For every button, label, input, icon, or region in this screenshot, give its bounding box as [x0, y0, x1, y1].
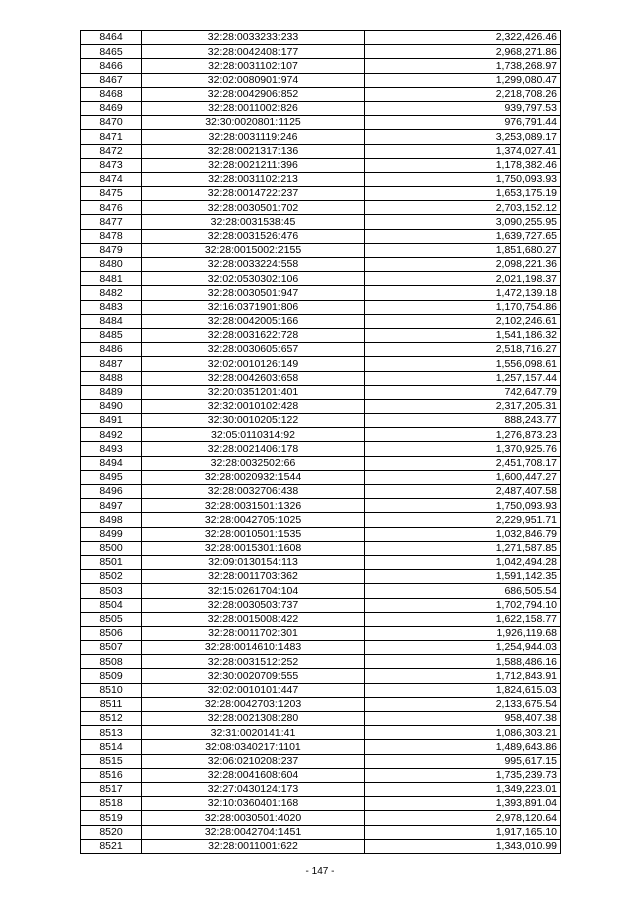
table-row	[81, 286, 561, 300]
table-row	[81, 172, 561, 186]
row-number-cell: 8465	[81, 45, 142, 59]
cadastral-number-cell: 32:28:0031501:1326	[142, 499, 365, 513]
row-number-cell: 8464	[81, 31, 142, 45]
row-number-cell: 8512	[81, 712, 142, 726]
row-number-cell: 8494	[81, 456, 142, 470]
table-row	[81, 201, 561, 215]
row-number-cell: 8476	[81, 201, 142, 215]
cadastral-number-cell: 32:28:0021211:396	[142, 158, 365, 172]
value-cell: 1,541,186.32	[365, 328, 561, 342]
table-row	[81, 782, 561, 796]
cadastral-number-cell: 32:27:0430124:173	[142, 782, 365, 796]
row-number-cell: 8470	[81, 116, 142, 130]
row-number-cell: 8497	[81, 499, 142, 513]
value-cell: 2,098,221.36	[365, 258, 561, 272]
table-row	[81, 697, 561, 711]
cadastral-number-cell: 32:28:0011002:826	[142, 101, 365, 115]
cadastral-number-cell: 32:28:0015008:422	[142, 612, 365, 626]
cadastral-number-cell: 32:28:0031102:107	[142, 59, 365, 73]
row-number-cell: 8488	[81, 371, 142, 385]
cadastral-number-cell: 32:02:0080901:974	[142, 73, 365, 87]
row-number-cell: 8472	[81, 144, 142, 158]
value-cell: 742,647.79	[365, 385, 561, 399]
row-number-cell: 8516	[81, 768, 142, 782]
table-row	[81, 839, 561, 853]
cadastral-number-cell: 32:28:0020932:1544	[142, 470, 365, 484]
row-number-cell: 8496	[81, 485, 142, 499]
cadastral-number-cell: 32:28:0032706:438	[142, 485, 365, 499]
value-cell: 1,750,093.93	[365, 499, 561, 513]
cadastral-number-cell: 32:20:0351201:401	[142, 385, 365, 399]
cadastral-number-cell: 32:28:0041608:604	[142, 768, 365, 782]
value-cell: 2,229,951.71	[365, 513, 561, 527]
cadastral-number-cell: 32:05:0110314:92	[142, 428, 365, 442]
row-number-cell: 8484	[81, 314, 142, 328]
row-number-cell: 8475	[81, 187, 142, 201]
value-cell: 1,042,494.28	[365, 555, 561, 569]
table-row	[81, 357, 561, 371]
cadastral-number-cell: 32:28:0014722:237	[142, 187, 365, 201]
table-row	[81, 683, 561, 697]
table-row	[81, 754, 561, 768]
table-row	[81, 825, 561, 839]
row-number-cell: 8519	[81, 811, 142, 825]
value-cell: 2,451,708.17	[365, 456, 561, 470]
cadastral-number-cell: 32:28:0031119:246	[142, 130, 365, 144]
row-number-cell: 8477	[81, 215, 142, 229]
table-row	[81, 726, 561, 740]
cadastral-number-cell: 32:28:0014610:1483	[142, 641, 365, 655]
row-number-cell: 8518	[81, 797, 142, 811]
row-number-cell: 8489	[81, 385, 142, 399]
value-cell: 1,600,447.27	[365, 470, 561, 484]
table-row	[81, 669, 561, 683]
table-row	[81, 258, 561, 272]
cadastral-number-cell: 32:28:0042408:177	[142, 45, 365, 59]
table-row	[81, 541, 561, 555]
value-cell: 2,218,708.26	[365, 87, 561, 101]
cadastral-number-cell: 32:28:0042005:166	[142, 314, 365, 328]
cadastral-number-cell: 32:02:0530302:106	[142, 272, 365, 286]
value-cell: 1,257,157.44	[365, 371, 561, 385]
cadastral-number-cell: 32:28:0030501:947	[142, 286, 365, 300]
table-row	[81, 513, 561, 527]
table-row	[81, 740, 561, 754]
table-row	[81, 300, 561, 314]
table-row	[81, 555, 561, 569]
value-cell: 3,090,255.95	[365, 215, 561, 229]
table-row	[81, 243, 561, 257]
table-row	[81, 59, 561, 73]
row-number-cell: 8507	[81, 641, 142, 655]
table-row	[81, 641, 561, 655]
value-cell: 1,170,754.86	[365, 300, 561, 314]
row-number-cell: 8500	[81, 541, 142, 555]
cadastral-number-cell: 32:28:0015002:2155	[142, 243, 365, 257]
row-number-cell: 8501	[81, 555, 142, 569]
table-row	[81, 485, 561, 499]
table-row	[81, 470, 561, 484]
table-row	[81, 612, 561, 626]
cadastral-number-cell: 32:28:0032502:66	[142, 456, 365, 470]
row-number-cell: 8481	[81, 272, 142, 286]
row-number-cell: 8504	[81, 598, 142, 612]
value-cell: 3,253,089.17	[365, 130, 561, 144]
table-row	[81, 229, 561, 243]
cadastral-number-cell: 32:28:0011703:362	[142, 570, 365, 584]
row-number-cell: 8471	[81, 130, 142, 144]
cadastral-number-cell: 32:28:0031102:213	[142, 172, 365, 186]
value-cell: 1,917,165.10	[365, 825, 561, 839]
table-row	[81, 87, 561, 101]
table-row	[81, 215, 561, 229]
cadastral-number-cell: 32:28:0011001:622	[142, 839, 365, 853]
cadastral-number-cell: 32:28:0011702:301	[142, 626, 365, 640]
row-number-cell: 8487	[81, 357, 142, 371]
table-row	[81, 527, 561, 541]
table-row	[81, 399, 561, 413]
table-row	[81, 187, 561, 201]
value-cell: 1,086,303.21	[365, 726, 561, 740]
cadastral-number-cell: 32:30:0020709:555	[142, 669, 365, 683]
row-number-cell: 8485	[81, 328, 142, 342]
table-row	[81, 712, 561, 726]
table-row	[81, 144, 561, 158]
row-number-cell: 8482	[81, 286, 142, 300]
table-row	[81, 343, 561, 357]
value-cell: 1,393,891.04	[365, 797, 561, 811]
table-row	[81, 626, 561, 640]
table-row	[81, 414, 561, 428]
page-number: - 147 -	[305, 866, 335, 877]
table-row	[81, 797, 561, 811]
cadastral-number-cell: 32:28:0031512:252	[142, 655, 365, 669]
value-cell: 1,851,680.27	[365, 243, 561, 257]
cadastral-number-cell: 32:32:0010102:428	[142, 399, 365, 413]
row-number-cell: 8505	[81, 612, 142, 626]
value-cell: 939,797.53	[365, 101, 561, 115]
cadastral-number-cell: 32:28:0033224:558	[142, 258, 365, 272]
row-number-cell: 8498	[81, 513, 142, 527]
value-cell: 1,254,944.03	[365, 641, 561, 655]
cadastral-number-cell: 32:15:0261704:104	[142, 584, 365, 598]
row-number-cell: 8508	[81, 655, 142, 669]
row-number-cell: 8466	[81, 59, 142, 73]
row-number-cell: 8478	[81, 229, 142, 243]
row-number-cell: 8495	[81, 470, 142, 484]
value-cell: 2,021,198.37	[365, 272, 561, 286]
cadastral-number-cell: 32:28:0031526:476	[142, 229, 365, 243]
row-number-cell: 8490	[81, 399, 142, 413]
cadastral-number-cell: 32:09:0130154:113	[142, 555, 365, 569]
value-cell: 1,653,175.19	[365, 187, 561, 201]
table-row	[81, 456, 561, 470]
row-number-cell: 8467	[81, 73, 142, 87]
value-cell: 2,968,271.86	[365, 45, 561, 59]
row-number-cell: 8511	[81, 697, 142, 711]
value-cell: 1,032,846.79	[365, 527, 561, 541]
cadastral-number-cell: 32:28:0033233:233	[142, 31, 365, 45]
row-number-cell: 8515	[81, 754, 142, 768]
value-cell: 1,824,615.03	[365, 683, 561, 697]
table-row	[81, 73, 561, 87]
value-cell: 1,735,239.73	[365, 768, 561, 782]
cadastral-number-cell: 32:30:0010205:122	[142, 414, 365, 428]
cadastral-number-cell: 32:02:0010101:447	[142, 683, 365, 697]
value-cell: 2,487,407.58	[365, 485, 561, 499]
value-cell: 1,738,268.97	[365, 59, 561, 73]
cadastral-number-cell: 32:28:0021308:280	[142, 712, 365, 726]
value-cell: 1,178,382.46	[365, 158, 561, 172]
value-cell: 995,617.15	[365, 754, 561, 768]
cadastral-number-cell: 32:28:0021317:136	[142, 144, 365, 158]
table-row	[81, 328, 561, 342]
table-row	[81, 584, 561, 598]
value-cell: 2,133,675.54	[365, 697, 561, 711]
value-cell: 1,276,873.23	[365, 428, 561, 442]
value-cell: 1,472,139.18	[365, 286, 561, 300]
value-cell: 1,588,486.16	[365, 655, 561, 669]
value-cell: 1,926,119.68	[365, 626, 561, 640]
table-row	[81, 272, 561, 286]
table-row	[81, 428, 561, 442]
table-row	[81, 158, 561, 172]
row-number-cell: 8480	[81, 258, 142, 272]
row-number-cell: 8509	[81, 669, 142, 683]
cadastral-number-cell: 32:30:0020801:1125	[142, 116, 365, 130]
table-row	[81, 45, 561, 59]
table-row	[81, 655, 561, 669]
table-row	[81, 811, 561, 825]
cadastral-number-cell: 32:28:0031538:45	[142, 215, 365, 229]
cadastral-number-cell: 32:28:0042603:658	[142, 371, 365, 385]
cadastral-number-cell: 32:16:0371901:806	[142, 300, 365, 314]
row-number-cell: 8513	[81, 726, 142, 740]
row-number-cell: 8506	[81, 626, 142, 640]
value-cell: 2,102,246.61	[365, 314, 561, 328]
value-cell: 2,978,120.64	[365, 811, 561, 825]
value-cell: 1,489,643.86	[365, 740, 561, 754]
table-row	[81, 371, 561, 385]
cadastral-value-table	[80, 30, 561, 854]
value-cell: 888,243.77	[365, 414, 561, 428]
row-number-cell: 8491	[81, 414, 142, 428]
cadastral-number-cell: 32:28:0042703:1203	[142, 697, 365, 711]
cadastral-number-cell: 32:28:0042906:852	[142, 87, 365, 101]
value-cell: 2,518,716.27	[365, 343, 561, 357]
value-cell: 1,712,843.91	[365, 669, 561, 683]
table-row	[81, 101, 561, 115]
cadastral-number-cell: 32:28:0030501:702	[142, 201, 365, 215]
table-row	[81, 598, 561, 612]
row-number-cell: 8483	[81, 300, 142, 314]
cadastral-number-cell: 32:28:0031622:728	[142, 328, 365, 342]
value-cell: 1,349,223.01	[365, 782, 561, 796]
table-row	[81, 314, 561, 328]
table-row	[81, 570, 561, 584]
table-row	[81, 385, 561, 399]
row-number-cell: 8499	[81, 527, 142, 541]
row-number-cell: 8517	[81, 782, 142, 796]
cadastral-number-cell: 32:31:0020141:41	[142, 726, 365, 740]
row-number-cell: 8479	[81, 243, 142, 257]
row-number-cell: 8486	[81, 343, 142, 357]
cadastral-number-cell: 32:28:0042704:1451	[142, 825, 365, 839]
row-number-cell: 8510	[81, 683, 142, 697]
value-cell: 2,317,205.31	[365, 399, 561, 413]
value-cell: 1,591,142.35	[365, 570, 561, 584]
table-row	[81, 768, 561, 782]
value-cell: 1,299,080.47	[365, 73, 561, 87]
row-number-cell: 8493	[81, 442, 142, 456]
row-number-cell: 8520	[81, 825, 142, 839]
row-number-cell: 8503	[81, 584, 142, 598]
value-cell: 686,505.54	[365, 584, 561, 598]
value-cell: 958,407.38	[365, 712, 561, 726]
cadastral-number-cell: 32:10:0360401:168	[142, 797, 365, 811]
table-row	[81, 31, 561, 45]
row-number-cell: 8502	[81, 570, 142, 584]
row-number-cell: 8473	[81, 158, 142, 172]
value-cell: 1,370,925.76	[365, 442, 561, 456]
table-body	[81, 31, 561, 854]
value-cell: 1,702,794.10	[365, 598, 561, 612]
cadastral-number-cell: 32:28:0015301:1608	[142, 541, 365, 555]
cadastral-number-cell: 32:28:0030503:737	[142, 598, 365, 612]
table-row	[81, 116, 561, 130]
value-cell: 1,750,093.93	[365, 172, 561, 186]
value-cell: 2,322,426.46	[365, 31, 561, 45]
value-cell: 1,374,027.41	[365, 144, 561, 158]
cadastral-number-cell: 32:28:0030501:4020	[142, 811, 365, 825]
row-number-cell: 8468	[81, 87, 142, 101]
table-row	[81, 442, 561, 456]
value-cell: 1,622,158.77	[365, 612, 561, 626]
value-cell: 1,556,098.61	[365, 357, 561, 371]
value-cell: 1,271,587.85	[365, 541, 561, 555]
cadastral-number-cell: 32:06:0210208:237	[142, 754, 365, 768]
row-number-cell: 8514	[81, 740, 142, 754]
row-number-cell: 8521	[81, 839, 142, 853]
table-row	[81, 499, 561, 513]
cadastral-number-cell: 32:08:0340217:1101	[142, 740, 365, 754]
table-row	[81, 130, 561, 144]
value-cell: 976,791.44	[365, 116, 561, 130]
value-cell: 1,639,727.65	[365, 229, 561, 243]
cadastral-number-cell: 32:02:0010126:149	[142, 357, 365, 371]
value-cell: 2,703,152.12	[365, 201, 561, 215]
cadastral-number-cell: 32:28:0030605:657	[142, 343, 365, 357]
cadastral-number-cell: 32:28:0010501:1535	[142, 527, 365, 541]
row-number-cell: 8474	[81, 172, 142, 186]
row-number-cell: 8469	[81, 101, 142, 115]
cadastral-number-cell: 32:28:0021406:178	[142, 442, 365, 456]
value-cell: 1,343,010.99	[365, 839, 561, 853]
cadastral-number-cell: 32:28:0042705:1025	[142, 513, 365, 527]
row-number-cell: 8492	[81, 428, 142, 442]
